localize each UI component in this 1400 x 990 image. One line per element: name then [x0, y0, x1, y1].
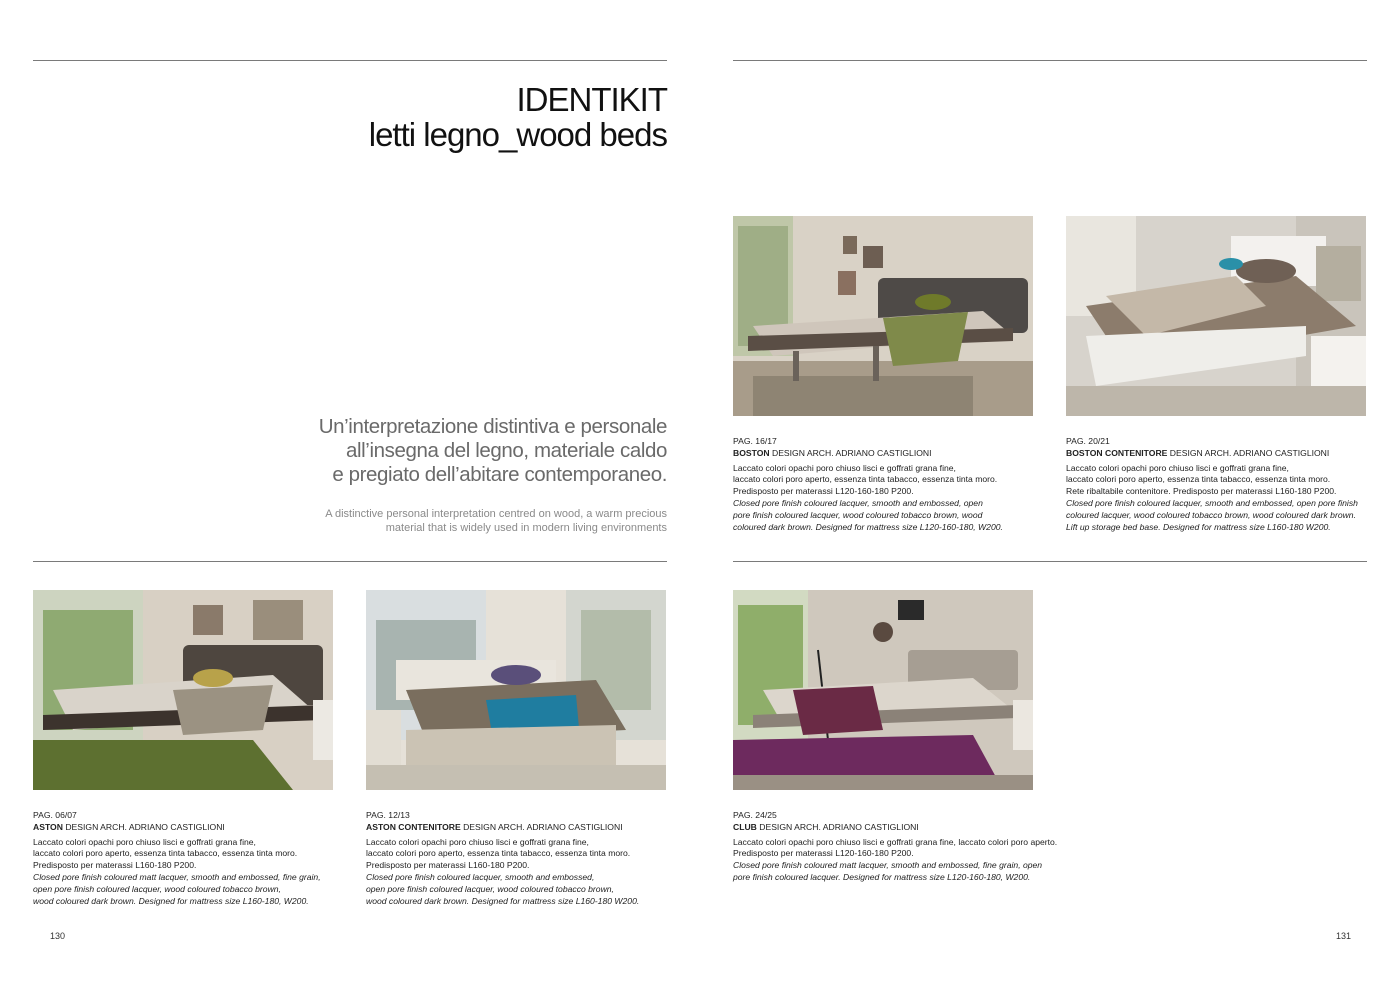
intro-italian [319, 415, 667, 487]
description-italian [1066, 463, 1386, 498]
page-ref: PAG. 12/13 [366, 810, 410, 820]
product-name-line [33, 822, 353, 834]
page-ref: PAG. 16/17 [733, 436, 777, 446]
description-line: Laccato colori opachi poro chiuso lisci e goffrati grana fine, laccato colori poro aperto. [733, 836, 1058, 847]
description-line: Laccato colori opachi poro chiuso lisci e goffrati grana fine, [33, 836, 256, 847]
description-italian [733, 837, 1073, 861]
intro-italian-line: Un’interpretazione distintiva e personale [318, 415, 667, 438]
product-name-line [1066, 448, 1386, 460]
product-name: BOSTON [733, 447, 770, 458]
description-english [366, 872, 686, 907]
description-english [1066, 498, 1386, 533]
description-line: Closed pore finish coloured matt lacquer, smooth and embossed, fine grain, open [733, 860, 1043, 871]
product-name-line [733, 448, 1053, 460]
product-name-line [366, 822, 686, 834]
page-number-left: 130 [50, 931, 66, 941]
description-line: Predisposto per materassi L160-180 P200. [366, 860, 530, 871]
product-name: ASTON [33, 821, 63, 832]
description-line: laccato colori poro aperto, essenza tinta tabacco, essenza tinta moro. [1066, 474, 1331, 485]
intro-english-line: A distinctive personal interpretation centred on wood, a warm precious [325, 508, 667, 520]
boston-contenitore-bed-photo [1066, 216, 1366, 416]
description-line: Predisposto per materassi L120-160-180 P200. [733, 486, 914, 497]
description-line: laccato colori poro aperto, essenza tinta tabacco, essenza tinta moro. [733, 474, 998, 485]
description-line: Laccato colori opachi poro chiuso lisci e goffrati grana fine, [366, 836, 589, 847]
designer: DESIGN ARCH. ADRIANO CASTIGLIONI [756, 821, 919, 832]
club-bed-photo [733, 590, 1033, 790]
description-line: Rete ribaltabile contenitore. Predisposto per materassi L160-180 P200. [1066, 486, 1337, 497]
description-line: Lift up storage bed base. Designed for mattress size L160-180 W200. [1066, 521, 1331, 532]
description-italian [733, 463, 1053, 498]
description-line: pore finish coloured lacquer. Designed for mattress size L120-160-180, W200. [733, 871, 1031, 882]
page-ref: PAG. 06/07 [33, 810, 77, 820]
middle-rule-left [33, 561, 667, 562]
description-line: wood coloured dark brown. Designed for mattress size L160-180 W200. [366, 895, 640, 906]
description-line: coloured lacquer, wood coloured tobacco brown, wood coloured dark brown. [1066, 509, 1356, 520]
intro-english-line: material that is widely used in modern living environments [385, 522, 667, 534]
description-line: pore finish coloured lacquer, wood coloured tobacco brown, wood [733, 509, 983, 520]
designer: DESIGN ARCH. ADRIANO CASTIGLIONI [460, 821, 623, 832]
description-line: Laccato colori opachi poro chiuso lisci e goffrati grana fine, [733, 462, 956, 473]
description-line: Laccato colori opachi poro chiuso lisci e goffrati grana fine, [1066, 462, 1289, 473]
designer: DESIGN ARCH. ADRIANO CASTIGLIONI [1167, 447, 1330, 458]
title-line-1: IDENTIKIT [516, 81, 667, 118]
designer: DESIGN ARCH. ADRIANO CASTIGLIONI [62, 821, 225, 832]
boston-bed-photo [733, 216, 1033, 416]
description-line: Closed pore finish coloured matt lacquer, smooth and embossed, fine grain, [33, 871, 321, 882]
product-name: CLUB [733, 821, 757, 832]
top-rule-left [33, 60, 667, 61]
description-line: wood coloured dark brown. Designed for mattress size L160-180, W200. [33, 895, 309, 906]
middle-rule-right [733, 561, 1367, 562]
aston-bed-photo [33, 590, 333, 790]
description-line: Predisposto per materassi L120-160-180 P200. [733, 848, 914, 859]
description-english [33, 872, 353, 907]
page-ref: PAG. 20/21 [1066, 436, 1110, 446]
product-name-line [733, 822, 1073, 834]
description-line: coloured dark brown. Designed for mattress size L120-160-180, W200. [733, 521, 1003, 532]
description-line: Predisposto per materassi L160-180 P200. [33, 860, 197, 871]
description-line: laccato colori poro aperto, essenza tinta tabacco, essenza tinta moro. [366, 848, 631, 859]
description-italian [366, 837, 686, 872]
page-ref: PAG. 24/25 [733, 810, 777, 820]
page-number-right: 131 [1336, 931, 1352, 941]
description-line: laccato colori poro aperto, essenza tinta tabacco, essenza tinta moro. [33, 848, 298, 859]
boston-caption [733, 436, 1053, 533]
top-rule-right [733, 60, 1367, 61]
product-name: ASTON CONTENITORE [366, 821, 461, 832]
aston-contenitore-caption [366, 810, 686, 907]
description-line: Closed pore finish coloured lacquer, smooth and embossed, [366, 871, 595, 882]
aston-caption [33, 810, 353, 907]
designer: DESIGN ARCH. ADRIANO CASTIGLIONI [769, 447, 932, 458]
intro-italian-line: e pregiato dell’abitare contemporaneo. [332, 463, 667, 486]
description-line: open pore finish coloured lacquer, wood coloured tobacco brown, [366, 883, 614, 894]
description-line: Closed pore finish coloured lacquer, smooth and embossed, open [733, 497, 983, 508]
description-line: Closed pore finish coloured lacquer, smooth and embossed, open pore finish [1066, 497, 1358, 508]
description-line: open pore finish coloured lacquer, wood coloured tobacco brown, [33, 883, 281, 894]
product-name: BOSTON CONTENITORE [1066, 447, 1168, 458]
page-title [369, 82, 667, 152]
description-english [733, 860, 1073, 884]
title-line-2: letti legno_wood beds [368, 116, 667, 153]
club-caption [733, 810, 1073, 884]
boston-contenitore-caption [1066, 436, 1386, 533]
description-english [733, 498, 1053, 533]
intro-italian-line: all’insegna del legno, materiale caldo [346, 439, 667, 462]
intro-english [325, 507, 667, 535]
aston-contenitore-bed-photo [366, 590, 666, 790]
description-italian [33, 837, 353, 872]
